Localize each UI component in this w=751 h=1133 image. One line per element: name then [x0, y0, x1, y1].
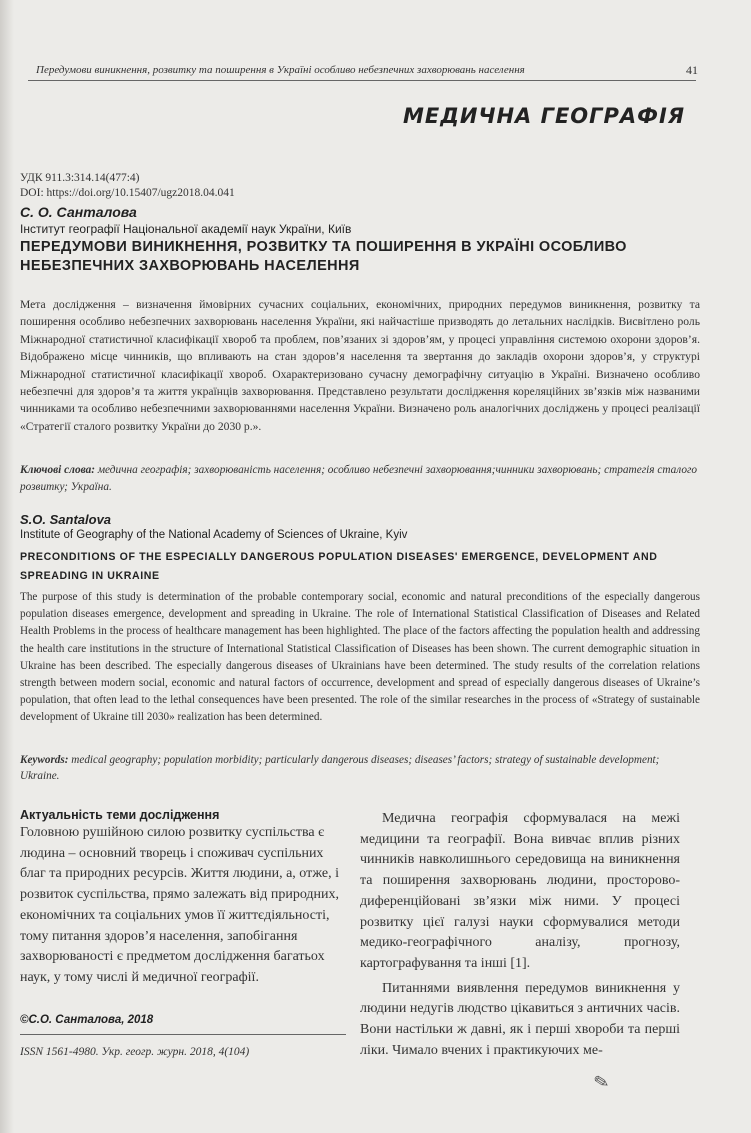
body-paragraph-2: Питаннями виявлення передумов виникнення у людини недугів людство цікавиться з античних часів. Вони настільки ж давні, як і перші хвороби та перші ліки. Чимало вчених і практикуючих ме-	[360, 980, 680, 1058]
keywords-text-en: medical geography; population morbidity; particularly dangerous diseases; diseases’ factors; strategy of sustainable development; Ukraine.	[20, 754, 660, 782]
institution-ua: Інститут географії Національної академії наук України, Київ	[20, 222, 352, 236]
page-number: 41	[686, 63, 698, 77]
relevance-paragraph: Головною рушійною силою розвитку суспільства є людина – основний творець і споживач суспільних благ та природних ресурсів. Життя людини, а, отже, і розвиток суспільства, прямо залежать від природних, економічних та соціальних умов її життєдіяльності, тому питання здоров’я населення, запобігання захворюваності є предметом дослідження багатьох наук, у тому числі й медичної географії.	[20, 825, 340, 985]
body-paragraph-1: Медична географія сформувалася на межі медицини та географії. Вона вивчає вплив різних чинників навколишнього середовища на виникнення та поширення захворювань людини, просторово-диференційовані зв’язки між ними. У процесі розвитку цієї галузі науки сформувалися методи медико-географічного аналізу, прогнозу, картографування та інші [1].	[360, 811, 680, 971]
keywords-ua	[20, 462, 700, 496]
keywords-label-en: Keywords:	[20, 754, 69, 766]
abstract-ua: Мета дослідження – визначення ймовірних сучасних соціальних, економічних, природних передумов виникнення, розвитку та поширення особливо небезпечних захворювань населення України, які найчастіше призводять до летальних наслідків. Висвітлено роль Міжнародної статистичної класифікації хвороб та проблем, пов’язаних зі здоров’ям, у процесі управління системою охорони здоров’я. Відображено місце чинників, що впливають на стан здоров’я населення та звертання до закладів охорони здоров’я, у структурі Міжнародної статистичної класифікації хвороб. Охарактеризовано сучасну демографічну ситуацію в Україні. Визначено особливо небезпечні для здоров’я та життя українців захворювання. Представлено результати дослідження кореляційних зв’язків між названими чинниками та особливо небезпечними захворюваннями населення України. Визначено роль аналогічних досліджень у процесі реалізації «Стратегії сталого розвитку України до 2030 р.».	[20, 298, 700, 433]
author-ua: С. О. Санталова	[20, 204, 137, 220]
body-left-column	[20, 808, 346, 989]
article-title-en: PRECONDITIONS OF THE ESPECIALLY DANGEROUS POPULATION DISEASES' EMERGENCE, DEVELOPMENT AND SPREADING IN UKRAINE	[20, 551, 658, 582]
institution-en: Institute of Geography of the National Academy of Sciences of Ukraine, Kyiv	[20, 529, 408, 541]
body-right-column	[360, 809, 680, 1061]
keywords-en	[20, 752, 700, 784]
journal-issn: ISSN 1561-4980. Укр. геогр. журн. 2018, 4(104)	[20, 1046, 250, 1058]
section-title: МЕДИЧНА ГЕОГРАФІЯ	[402, 104, 685, 128]
scan-shadow	[0, 0, 14, 1133]
author-en: S.O. Santalova	[20, 512, 112, 527]
article-title-ua: ПЕРЕДУМОВИ ВИНИКНЕННЯ, РОЗВИТКУ ТА ПОШИРЕННЯ В УКРАЇНІ ОСОБЛИВО НЕБЕЗПЕЧНИХ ЗАХВОРЮВАНЬ НАСЕЛЕННЯ	[20, 239, 627, 274]
relevance-heading: Актуальність теми дослідження	[20, 808, 220, 822]
udc-code: УДК 911.3:314.14(477:4)	[20, 172, 140, 184]
header-divider	[28, 80, 696, 81]
running-head-title: Передумови виникнення, розвитку та поширення в Україні особливо небезпечних захворювань населення	[36, 64, 525, 76]
handwritten-mark-icon: ✎	[591, 1070, 611, 1094]
keywords-label-ua: Ключові слова:	[20, 464, 95, 476]
keywords-text-ua: медична географія; захворюваність населення; особливо небезпечні захворювання;чинники захворювань; стратегія сталого розвитку; Україна.	[20, 464, 698, 493]
copyright: ©С.О. Санталова, 2018	[20, 1014, 154, 1026]
abstract-en: The purpose of this study is determination of the probable contemporary social, economic and natural preconditions of the especially dangerous population diseases emergence, development and spreading in Ukraine. The role of International Statistical Classification of Diseases and Related Health Problems in the process of healthcare management has been highlighted. The place of the factors affecting the population health and addressing the health care institutions in the structure of International Statistical Classification of Diseases has been shown. The current demographic situation in Ukraine has been described. The especially dangerous diseases of Ukrainians have been determined. The study results of the correlation relations strength between modern social, economic and natural factors of occurrence, development and spread of especially dangerous diseases of Ukraine’s population, that often lead to the lethal consequences have been presented. The role of the similar researches in the process of «Strategy of sustainable development of Ukraine till 2030» realization has been determined.	[20, 591, 700, 724]
doi-link[interactable]: DOI: https://doi.org/10.15407/ugz2018.04.041	[20, 187, 235, 199]
footer-divider	[20, 1034, 346, 1035]
